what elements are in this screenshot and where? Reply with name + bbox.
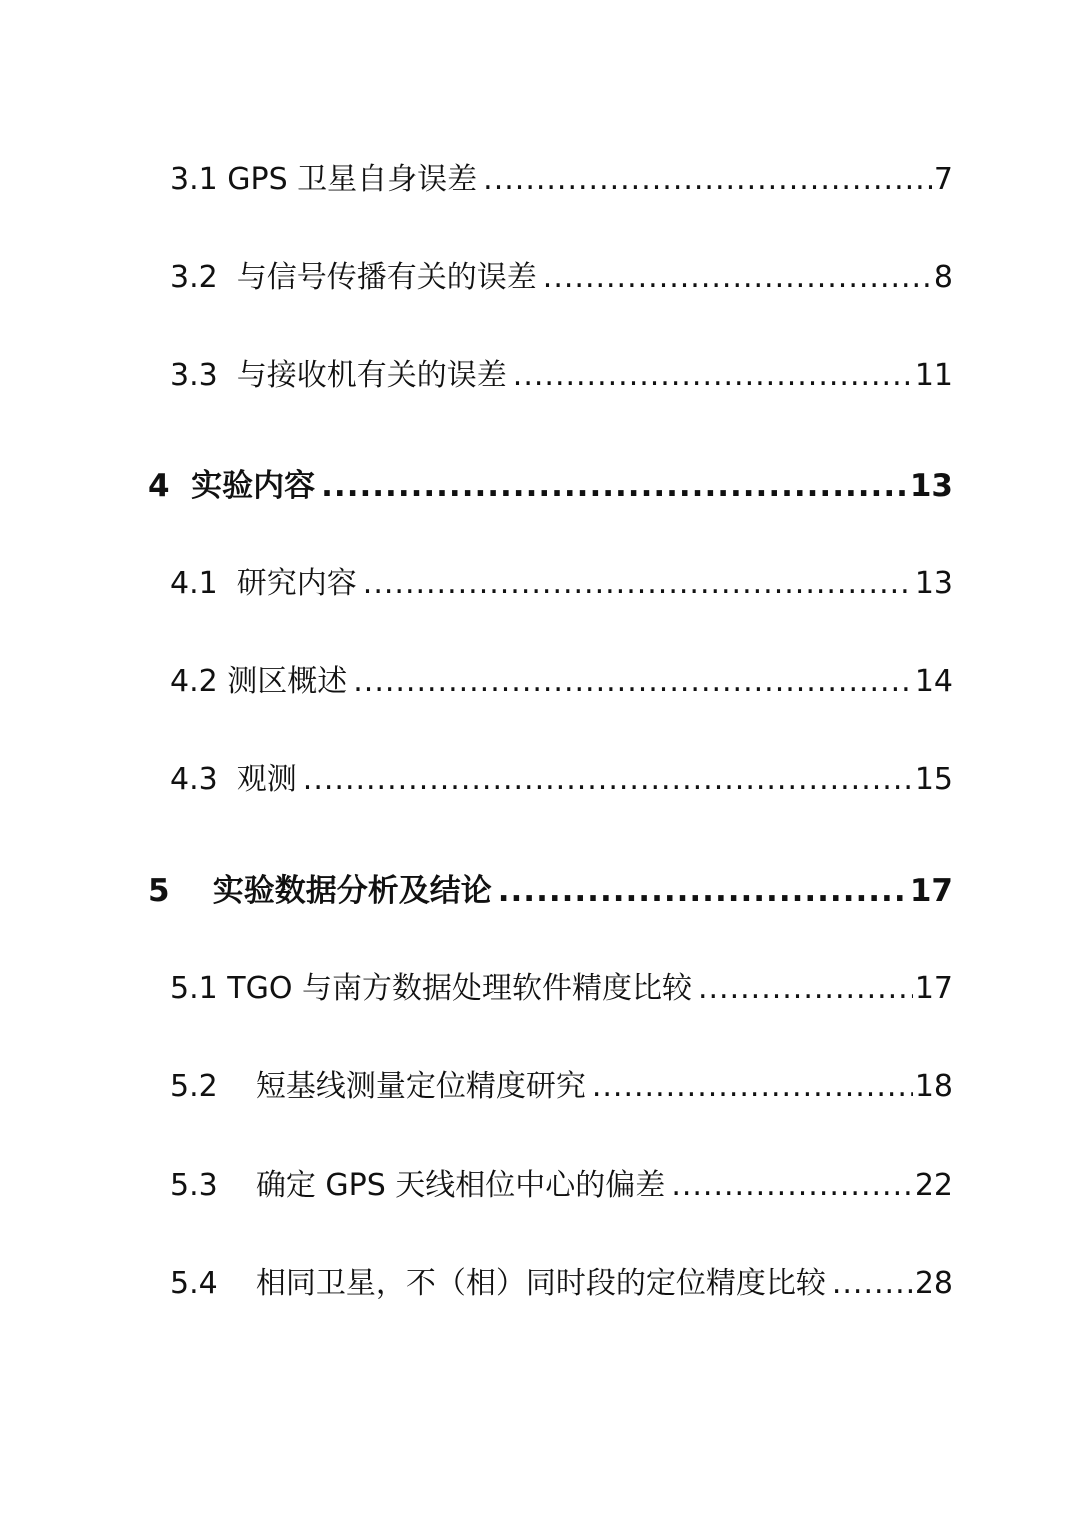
toc-entry-number: 5.1 xyxy=(170,971,228,1006)
toc-entry-number: 4 xyxy=(148,468,192,504)
toc-entry-5[interactable] xyxy=(148,869,953,913)
toc-entry-page: 15 xyxy=(914,762,953,797)
toc-entry-4-2[interactable] xyxy=(170,660,953,704)
toc-dot-leader xyxy=(303,758,913,802)
toc-entry-page: 13 xyxy=(914,566,953,601)
toc-entry-title: 与信号传播有关的误差 xyxy=(236,260,537,295)
toc-dot-leader xyxy=(543,256,932,300)
toc-entry-title: 观测 xyxy=(236,762,297,797)
toc-entry-title: TGO 与南方数据处理软件精度比较 xyxy=(227,971,692,1006)
toc-entry-number: 4.1 xyxy=(170,566,237,601)
toc-entry-number: 3.1 xyxy=(170,162,228,197)
toc-entry-page: 17 xyxy=(909,873,953,909)
toc-dot-leader xyxy=(483,158,932,202)
toc-entry-title: 实验内容 xyxy=(191,468,316,504)
toc-entry-number: 3.2 xyxy=(170,260,237,295)
toc-dot-leader xyxy=(353,660,913,704)
toc-entry-title: 相同卫星，不（相）同时段的定位精度比较 xyxy=(255,1266,826,1301)
toc-entry-page: 17 xyxy=(914,971,953,1006)
toc-dot-leader xyxy=(832,1262,913,1306)
toc-dot-leader xyxy=(321,464,908,508)
toc-entry-title: GPS 卫星自身误差 xyxy=(227,162,478,197)
toc-entry-page: 7 xyxy=(933,162,953,197)
toc-entry-5-4[interactable] xyxy=(170,1262,953,1306)
toc-entry-number: 5.2 xyxy=(170,1069,256,1104)
toc-entry-number: 4.2 xyxy=(170,664,228,699)
toc-entry-5-1[interactable] xyxy=(170,967,953,1011)
toc-entry-title: 测区概述 xyxy=(227,664,348,699)
toc-entry-number: 4.3 xyxy=(170,762,237,797)
toc-entry-page: 14 xyxy=(914,664,953,699)
toc-dot-leader xyxy=(671,1164,913,1208)
toc-entry-title: 短基线测量定位精度研究 xyxy=(255,1069,586,1104)
toc-entry-page: 8 xyxy=(933,260,953,295)
toc-entry-4-3[interactable] xyxy=(170,758,953,802)
toc-entry-title: 确定 GPS 天线相位中心的偏差 xyxy=(255,1168,666,1203)
toc-dot-leader xyxy=(363,562,913,606)
toc-entry-number: 5.3 xyxy=(170,1168,256,1203)
toc-entry-4-1[interactable] xyxy=(170,562,953,606)
toc-entry-page: 22 xyxy=(914,1168,953,1203)
toc-entry-3-3[interactable] xyxy=(170,354,953,398)
toc-entry-page: 28 xyxy=(914,1266,953,1301)
toc-entry-title: 实验数据分析及结论 xyxy=(212,873,492,909)
toc-entry-5-2[interactable] xyxy=(170,1065,953,1109)
toc-entry-page: 13 xyxy=(909,468,953,504)
toc-entry-page: 11 xyxy=(914,358,953,393)
toc-entry-3-2[interactable] xyxy=(170,256,953,300)
toc-dot-leader xyxy=(698,967,913,1011)
toc-entry-number: 3.3 xyxy=(170,358,237,393)
toc-dot-leader xyxy=(592,1065,913,1109)
toc-entry-page: 18 xyxy=(914,1069,953,1104)
toc-entry-number: 5 xyxy=(148,873,213,909)
toc-entry-number: 5.4 xyxy=(170,1266,256,1301)
toc-entry-title: 与接收机有关的误差 xyxy=(236,358,507,393)
toc-entry-title: 研究内容 xyxy=(236,566,357,601)
toc-dot-leader xyxy=(498,869,908,913)
toc-entry-3-1[interactable] xyxy=(170,158,953,202)
toc-dot-leader xyxy=(513,354,913,398)
toc-entry-4[interactable] xyxy=(148,464,953,508)
toc-entry-5-3[interactable] xyxy=(170,1164,953,1208)
